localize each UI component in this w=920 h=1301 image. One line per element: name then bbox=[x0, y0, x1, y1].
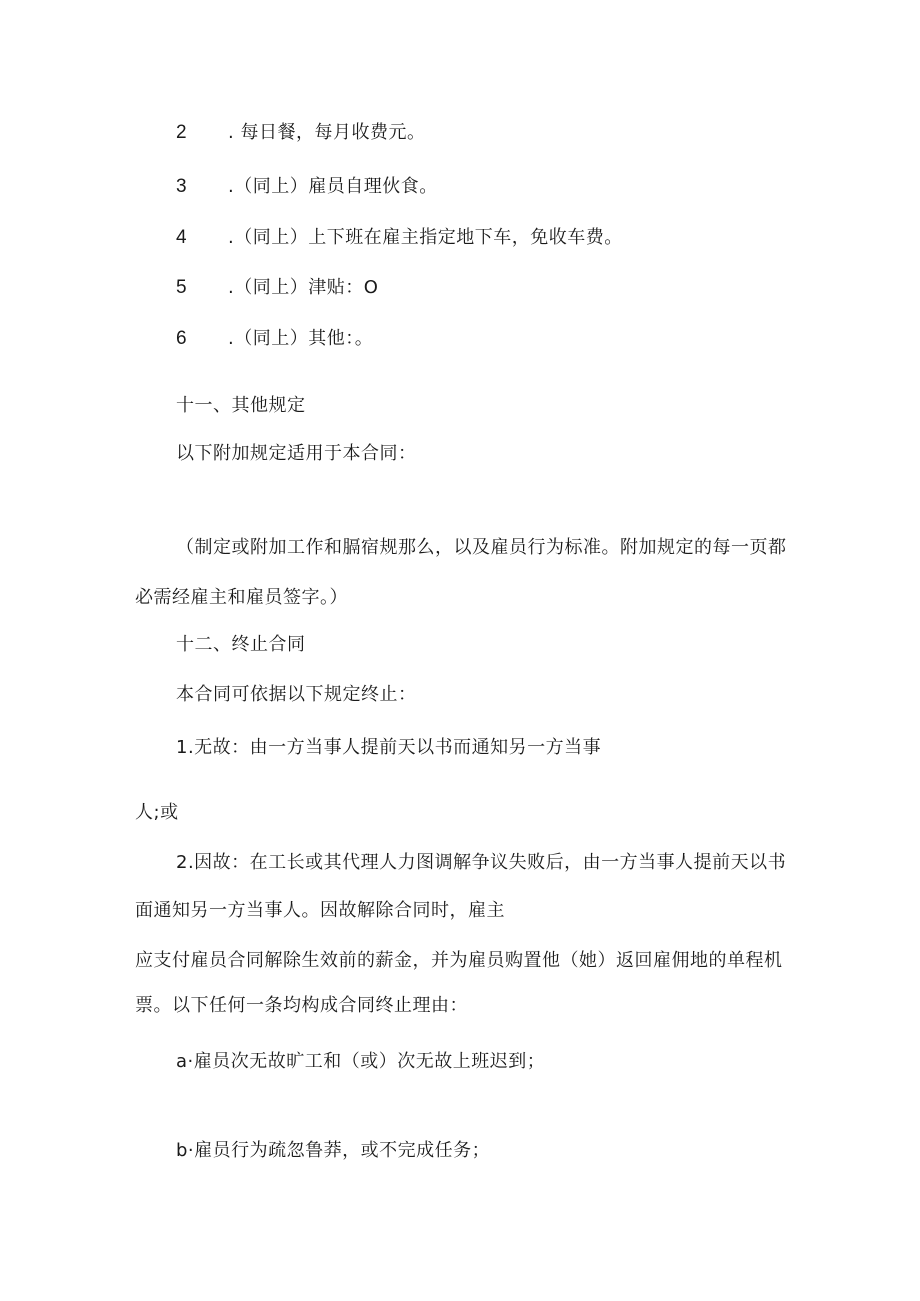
sub-clause-b: b·雇员行为疏忽鲁莽，或不完成任务； bbox=[176, 1140, 491, 1161]
list-item-text: .（同上）雇员自理伙食。 bbox=[228, 176, 438, 197]
clause-1-line2: 人;或 bbox=[135, 802, 179, 823]
list-number: 5 bbox=[176, 277, 187, 298]
section-12-intro: 本合同可依据以下规定终止： bbox=[176, 684, 417, 705]
section-12-heading: 十二、终止合同 bbox=[176, 634, 306, 655]
list-number: 3 bbox=[176, 176, 187, 197]
list-item-text: .（同上）津贴：O bbox=[228, 277, 379, 298]
section-11-note-line2: 必需经雇主和雇员签字。） bbox=[135, 587, 348, 608]
section-11-heading: 十一、其他规定 bbox=[176, 395, 306, 416]
list-number: 4 bbox=[176, 227, 187, 248]
clause-2-line4: 票。以下任何一条均构成合同终止理由： bbox=[135, 995, 468, 1016]
section-11-intro: 以下附加规定适用于本合同： bbox=[176, 443, 417, 464]
clause-2-line1: 2.因故：在工长或其代理人力图调解争议失败后，由一方当事人提前天以书 bbox=[176, 852, 787, 873]
list-number: 6 bbox=[176, 328, 187, 349]
sub-clause-a: a·雇员次无故旷工和（或）次无故上班迟到； bbox=[176, 1051, 546, 1072]
clause-1-line1: 1.无故：由一方当事人提前天以书而通知另一方当事 bbox=[176, 737, 602, 758]
list-number: 2 bbox=[176, 122, 187, 143]
list-item-text: . 每日餐，每月收费元。 bbox=[228, 122, 426, 143]
list-item-text: .（同上）其他：。 bbox=[228, 328, 374, 349]
clause-2-line2: 面通知另一方当事人。因故解除合同时，雇主 bbox=[135, 900, 505, 921]
clause-2-line3: 应支付雇员合同解除生效前的薪金，并为雇员购置他（她）返回雇佣地的单程机 bbox=[135, 950, 783, 971]
section-11-note-line1: （制定或附加工作和膈宿规那么，以及雇员行为标准。附加规定的每一页都 bbox=[176, 537, 787, 558]
list-item-text: .（同上）上下班在雇主指定地下车，免收车费。 bbox=[228, 227, 623, 248]
